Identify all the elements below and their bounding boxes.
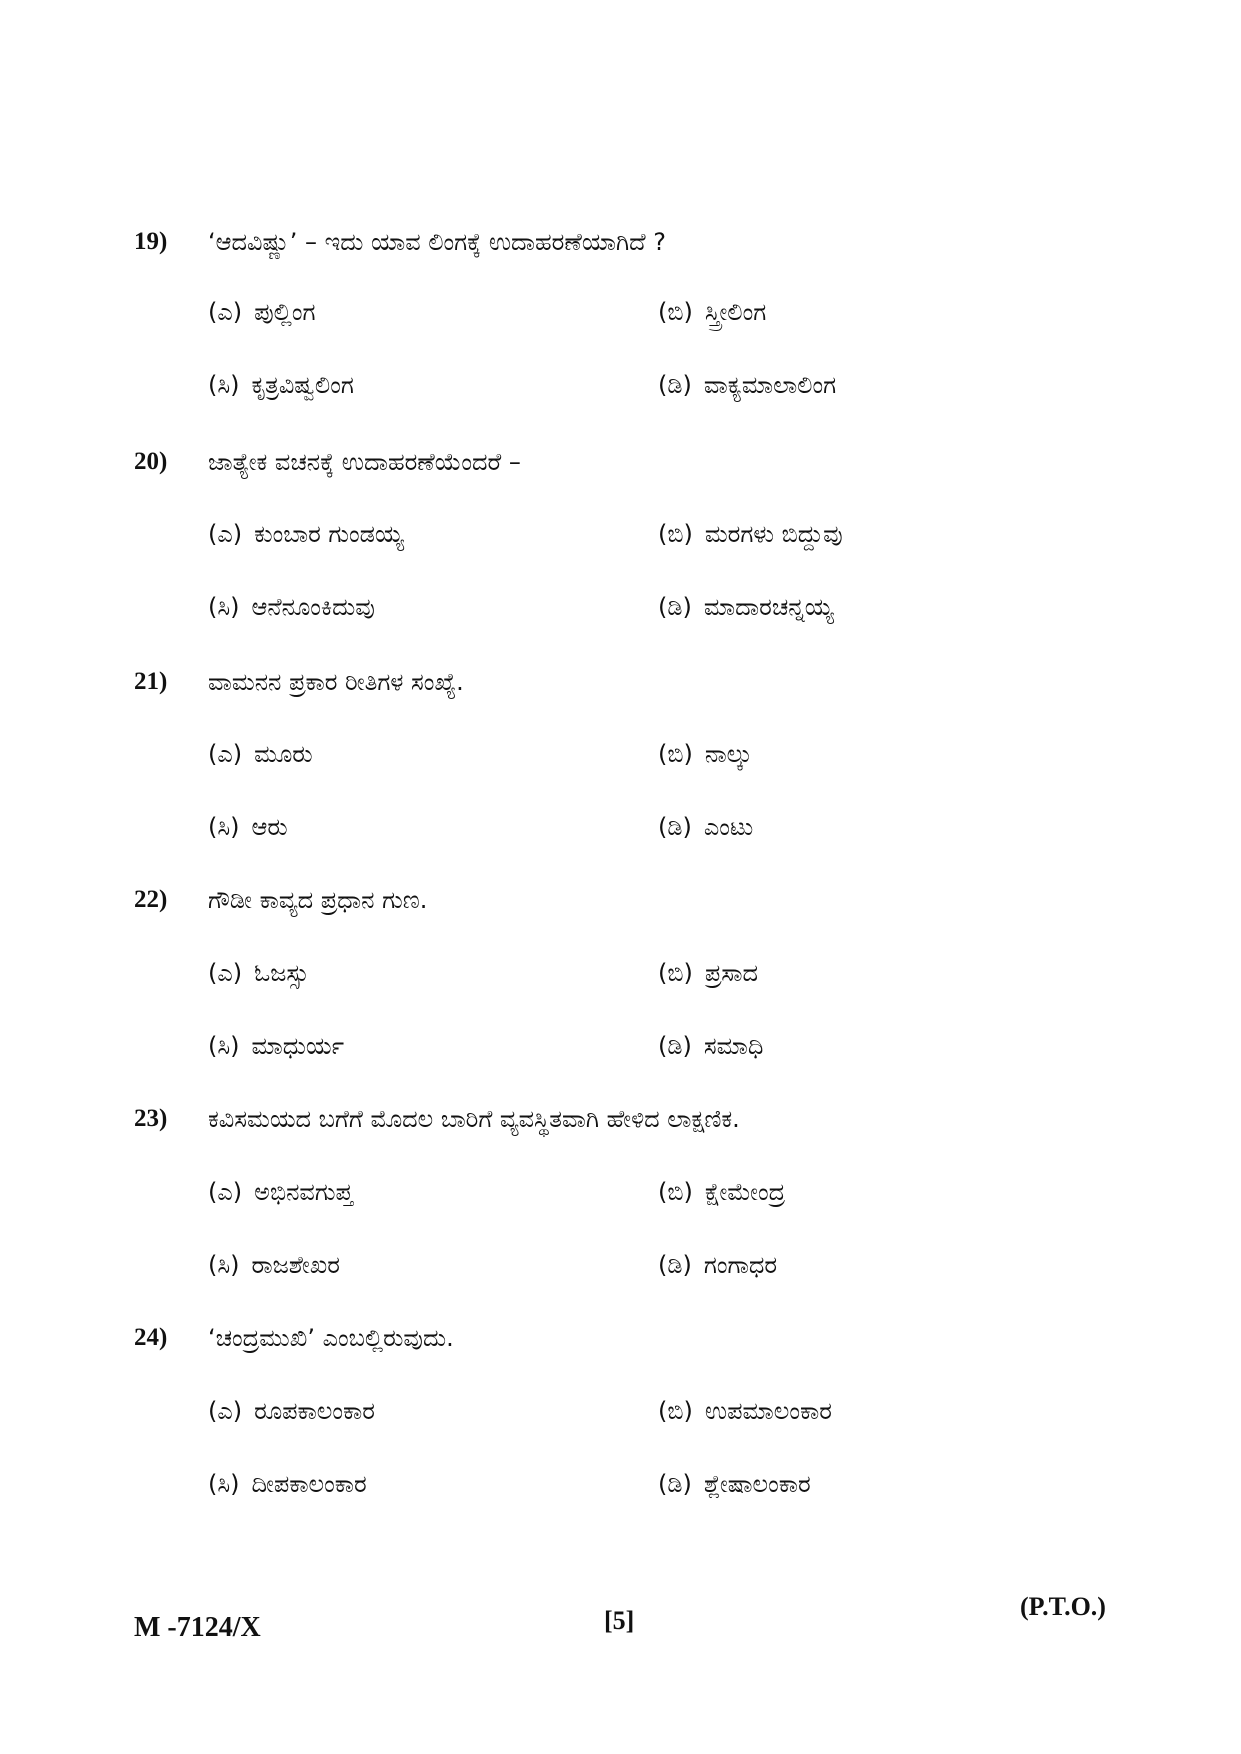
option-key: (ಎ): [208, 959, 243, 987]
option-text: ಮರಗಳು ಬಿದ್ದುವು: [704, 520, 843, 548]
please-turn-over: (P.T.O.): [1020, 1592, 1106, 1621]
option-key: (ಎ): [208, 1397, 243, 1425]
option-text: ಕುಂಬಾರ ಗುಂಡಯ್ಯ: [254, 520, 404, 548]
question-number: 24): [134, 1324, 168, 1351]
option-b: [658, 1391, 832, 1431]
option-b: [658, 1172, 785, 1212]
question-24: [0, 1318, 1241, 1498]
question-text: ಜಾತ್ಯೇಕ ವಚನಕ್ಕೆ ಉದಾಹರಣೆಯೆಂದರೆ –: [208, 448, 521, 476]
option-text: ರಾಜಶೇಖರ: [251, 1251, 340, 1279]
question-number: 22): [134, 886, 168, 913]
option-d: [658, 807, 753, 847]
option-a: [208, 292, 315, 332]
option-key: (ಬಿ): [658, 959, 693, 987]
option-key: (ಬಿ): [658, 1397, 693, 1425]
option-text: ಗಂಗಾಧರ: [703, 1251, 778, 1279]
option-key: (ಎ): [208, 520, 243, 548]
option-d: [658, 1245, 777, 1285]
option-text: ಎಂಟು: [703, 813, 754, 841]
option-a: [208, 1391, 375, 1431]
option-text: ಉಪಮಾಲಂಕಾರ: [704, 1397, 832, 1425]
option-key: (ಎ): [208, 1178, 243, 1206]
option-key: (ಸಿ): [208, 1032, 240, 1060]
option-text: ಆನೆನೂಂಕಿದುವು: [251, 593, 375, 621]
option-b: [658, 514, 843, 554]
option-key: (ಡಿ): [658, 593, 692, 621]
option-text: ಮಾಧುರ್ಯ: [251, 1032, 345, 1060]
option-text: ಪ್ರಸಾದ: [704, 959, 759, 987]
question-number: 23): [134, 1105, 168, 1132]
option-key: (ಬಿ): [658, 740, 693, 768]
option-key: (ಬಿ): [658, 1178, 693, 1206]
option-a: [208, 734, 313, 774]
question-20: [0, 442, 1241, 621]
option-c: [208, 807, 288, 847]
option-key: (ಸಿ): [208, 1251, 240, 1279]
option-text: ಮಾದಾರಚನ್ನಯ್ಯ: [703, 593, 834, 621]
option-text: ಅಭಿನವಗುಪ್ತ: [254, 1178, 353, 1206]
option-c: [208, 1245, 340, 1285]
option-d: [658, 1026, 763, 1066]
option-text: ನಾಲ್ಕು: [704, 740, 753, 768]
option-text: ಆರು: [251, 813, 288, 841]
option-key: (ಸಿ): [208, 1470, 240, 1498]
option-text: ಕೃತ್ರವಿಷ್ವಲಿಂಗ: [251, 371, 354, 399]
option-key: (ಬಿ): [658, 520, 693, 548]
option-key: (ಬಿ): [658, 298, 693, 326]
question-text: ಕವಿಸಮಯದ ಬಗೆಗೆ ಮೊದಲ ಬಾರಿಗೆ ವ್ಯವಸ್ಥಿತವಾಗಿ ಹೇಳಿದ ಲಾಕ್ಷಣಿಕ.: [208, 1105, 740, 1133]
option-b: [658, 292, 766, 332]
option-key: (ಸಿ): [208, 371, 240, 399]
option-d: [658, 1464, 811, 1504]
option-b: [658, 953, 758, 993]
question-19: [0, 222, 1241, 399]
option-b: [658, 734, 752, 774]
option-d: [658, 365, 836, 405]
option-text: ಪುಲ್ಲಿಂಗ: [254, 298, 316, 326]
question-text: ‘ಆದವಿಷ್ಣು’ – ಇದು ಯಾವ ಲಿಂಗಕ್ಕೆ ಉದಾಹರಣೆಯಾಗಿದೆ ?: [208, 228, 666, 256]
question-number: 21): [134, 668, 168, 695]
option-text: ವಾಕ್ಯಮಾಲಾಲಿಂಗ: [703, 371, 837, 399]
option-d: [658, 587, 834, 627]
option-text: ಓಜಸ್ಸು: [254, 959, 310, 987]
option-key: (ಡಿ): [658, 1032, 692, 1060]
option-a: [208, 953, 309, 993]
option-text: ದೀಪಕಾಲಂಕಾರ: [251, 1470, 367, 1498]
option-text: ಕ್ಷೇಮೇಂದ್ರ: [704, 1178, 786, 1206]
option-key: (ಸಿ): [208, 593, 240, 621]
option-c: [208, 1026, 344, 1066]
option-text: ಶ್ಲೇಷಾಲಂಕಾರ: [703, 1470, 811, 1498]
question-22: [0, 880, 1241, 1060]
question-number: 19): [134, 228, 168, 255]
option-key: (ಡಿ): [658, 371, 692, 399]
question-21: [0, 662, 1241, 841]
question-text: ವಾಮನನ ಪ್ರಕಾರ ರೀತಿಗಳ ಸಂಖ್ಯೆ.: [208, 668, 464, 696]
option-key: (ಡಿ): [658, 813, 692, 841]
option-key: (ಡಿ): [658, 1251, 692, 1279]
option-key: (ಡಿ): [658, 1470, 692, 1498]
option-text: ರೂಪಕಾಲಂಕಾರ: [254, 1397, 375, 1425]
option-c: [208, 1464, 367, 1504]
option-a: [208, 1172, 353, 1212]
option-key: (ಎ): [208, 298, 243, 326]
option-key: (ಸಿ): [208, 813, 240, 841]
paper-code: M -7124/X: [134, 1612, 261, 1643]
option-c: [208, 587, 375, 627]
option-text: ಮೂರು: [254, 740, 313, 768]
question-text: ಗೌಡೀ ಕಾವ್ಯದ ಪ್ರಧಾನ ಗುಣ.: [208, 886, 428, 914]
question-23: [0, 1099, 1241, 1279]
question-number: 20): [134, 448, 168, 475]
option-key: (ಎ): [208, 740, 243, 768]
option-text: ಸಮಾಧಿ: [703, 1032, 764, 1060]
page-number: [5]: [604, 1606, 635, 1635]
question-text: ‘ಚಂದ್ರಮುಖಿ’ ಎಂಬಲ್ಲಿರುವುದು.: [208, 1324, 454, 1352]
option-c: [208, 365, 354, 405]
option-text: ಸ್ತ್ರೀಲಿಂಗ: [704, 298, 767, 326]
option-a: [208, 514, 404, 554]
